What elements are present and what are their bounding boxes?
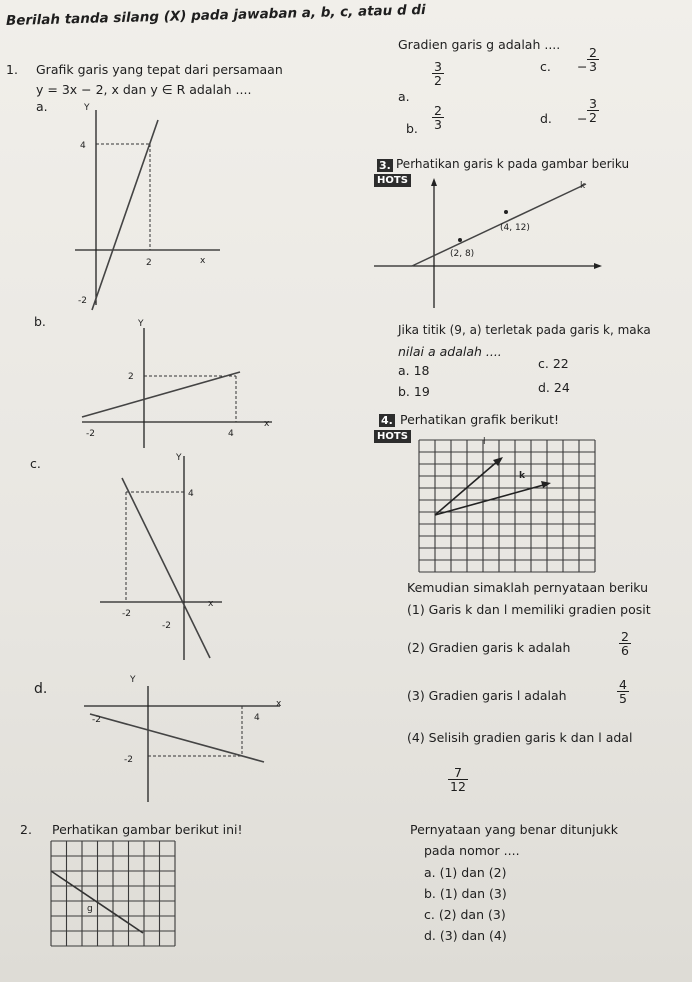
tick-label: -2: [162, 621, 171, 631]
y-label: Y: [176, 453, 182, 463]
q4-option-b[interactable]: b. (1) dan (3): [424, 886, 507, 901]
line-l-label: l: [483, 437, 486, 447]
q3-option-a[interactable]: a. 18: [398, 363, 430, 378]
tick-label: 2: [146, 258, 152, 268]
q1-option-b-label[interactable]: b.: [34, 314, 46, 329]
tick-label: 2: [128, 372, 134, 382]
q4-number: 4.: [381, 414, 393, 427]
q1-text: Grafik garis yang tepat dari persamaan: [36, 62, 283, 77]
q4-statement-4: (4) Selisih gradien garis k dan l adal: [407, 730, 633, 745]
gradient-option-b-label[interactable]: b.: [406, 121, 418, 136]
q1-equation: y = 3x − 2, x dan y ∈ R adalah ....: [36, 82, 252, 97]
q1-graph-d: [84, 676, 284, 804]
graph-line: [92, 120, 158, 310]
tick-label: -2: [86, 429, 95, 439]
q1-option-d-label[interactable]: d.: [34, 681, 48, 697]
q4-statement-1: (1) Garis k dan l memiliki gradien posit: [407, 602, 651, 617]
numerator: 2: [589, 45, 597, 60]
denominator: 6: [621, 643, 629, 659]
line-k: [412, 184, 586, 266]
denominator: 5: [619, 691, 627, 707]
tick-label: -2: [124, 755, 133, 765]
q4-closing-2: pada nomor ....: [424, 843, 520, 858]
gradient-option-d-sign: −: [577, 111, 588, 126]
point: [504, 210, 508, 214]
point-label: (2, 8): [450, 249, 475, 259]
q4-option-a[interactable]: a. (1) dan (2): [424, 865, 507, 880]
tick-label: 4: [80, 141, 86, 151]
tick-label: 4: [188, 489, 194, 499]
x-label: x: [200, 256, 206, 266]
line-k-label: k: [580, 181, 586, 191]
gradient-question-text: Gradien garis g adalah ....: [398, 37, 561, 52]
tick-label: 4: [254, 713, 260, 723]
gradient-option-a-fraction: [432, 60, 444, 87]
instruction-header: Berilah tanda silang (X) pada jawaban a, b, c, atau d di: [5, 2, 426, 29]
denominator: 3: [434, 117, 442, 133]
q4-statement-2: (2) Gradien garis k adalah: [407, 640, 571, 655]
y-arrow: [431, 178, 437, 186]
q1-number: 1.: [6, 62, 18, 77]
y-label: Y: [138, 319, 144, 329]
q3-option-c[interactable]: c. 22: [538, 356, 569, 371]
q4-statement-3-fraction: [617, 678, 629, 705]
q2-text: Perhatikan gambar berikut ini!: [52, 822, 243, 837]
q1-option-a-label[interactable]: a.: [36, 99, 48, 114]
point: [458, 238, 462, 242]
gradient-option-d-fraction: [587, 97, 599, 124]
y-label: Y: [130, 675, 136, 685]
q4-statement-2-fraction: [619, 630, 631, 657]
point-label: (4, 12): [500, 223, 530, 233]
line-k-label: k: [519, 471, 525, 481]
q4-statement-3: (3) Gradien garis l adalah: [407, 688, 567, 703]
q3-number: 3.: [379, 159, 391, 172]
numerator: 4: [619, 677, 627, 692]
q1-graph-a: [70, 100, 230, 315]
gradient-option-b-fraction: [432, 104, 444, 131]
graph-line: [90, 714, 264, 762]
gradient-option-c-fraction: [587, 46, 599, 73]
q3-text: Perhatikan garis k pada gambar beriku: [396, 157, 630, 171]
q1-option-c-label[interactable]: c.: [30, 456, 41, 471]
gradient-option-a-label[interactable]: a.: [398, 89, 410, 104]
numerator: 2: [621, 629, 629, 644]
tick-label: -2: [78, 296, 87, 306]
line-k-arrow: [541, 481, 551, 488]
q1-graph-b: [82, 318, 282, 450]
q3-question: Jika titik (9, a) terletak pada garis k, maka: [398, 323, 651, 337]
q4-option-c[interactable]: c. (2) dan (3): [424, 907, 506, 922]
q3-option-b[interactable]: b. 19: [398, 384, 430, 399]
gradient-option-c-label[interactable]: c.: [540, 59, 551, 74]
q4-hots-badge: HOTS: [374, 430, 411, 443]
q4-option-d[interactable]: d. (3) dan (4): [424, 928, 507, 943]
line-g-label: g: [87, 904, 93, 914]
tick-label: 4: [228, 429, 234, 439]
q2-number: 2.: [20, 822, 32, 837]
q3-hots-badge: HOTS: [374, 174, 411, 187]
numerator: 7: [448, 766, 468, 780]
denominator: 3: [589, 59, 597, 75]
x-label: x: [208, 599, 214, 609]
q3-question-2: nilai a adalah ....: [398, 344, 502, 359]
q3-graph: [374, 176, 604, 310]
denominator: 12: [450, 779, 466, 795]
q4-graph: [419, 437, 595, 572]
q4-closing: Pernyataan yang benar ditunjukk: [410, 822, 619, 837]
numerator: 3: [589, 96, 597, 111]
x-label: x: [276, 699, 282, 709]
q4-statement-4-fraction: [448, 766, 468, 793]
numerator: 3: [434, 59, 442, 74]
x-label: x: [264, 419, 270, 429]
x-arrow: [594, 263, 602, 269]
q4-text: Perhatikan grafik berikut!: [400, 412, 559, 427]
tick-label: -2: [92, 715, 101, 725]
q3-option-d[interactable]: d. 24: [538, 380, 570, 395]
numerator: 2: [434, 103, 442, 118]
tick-label: -2: [122, 609, 131, 619]
y-label: Y: [84, 103, 90, 113]
q4-intro: Kemudian simaklah pernyataan beriku: [407, 580, 649, 595]
gradient-option-d-label[interactable]: d.: [540, 111, 552, 126]
graph-line: [122, 478, 210, 658]
graph-line: [82, 372, 240, 417]
denominator: 2: [434, 73, 442, 89]
gradient-option-c-sign: −: [577, 59, 588, 74]
q1-graph-c: [100, 448, 240, 663]
denominator: 2: [589, 110, 597, 126]
q2-graph: [51, 841, 176, 947]
